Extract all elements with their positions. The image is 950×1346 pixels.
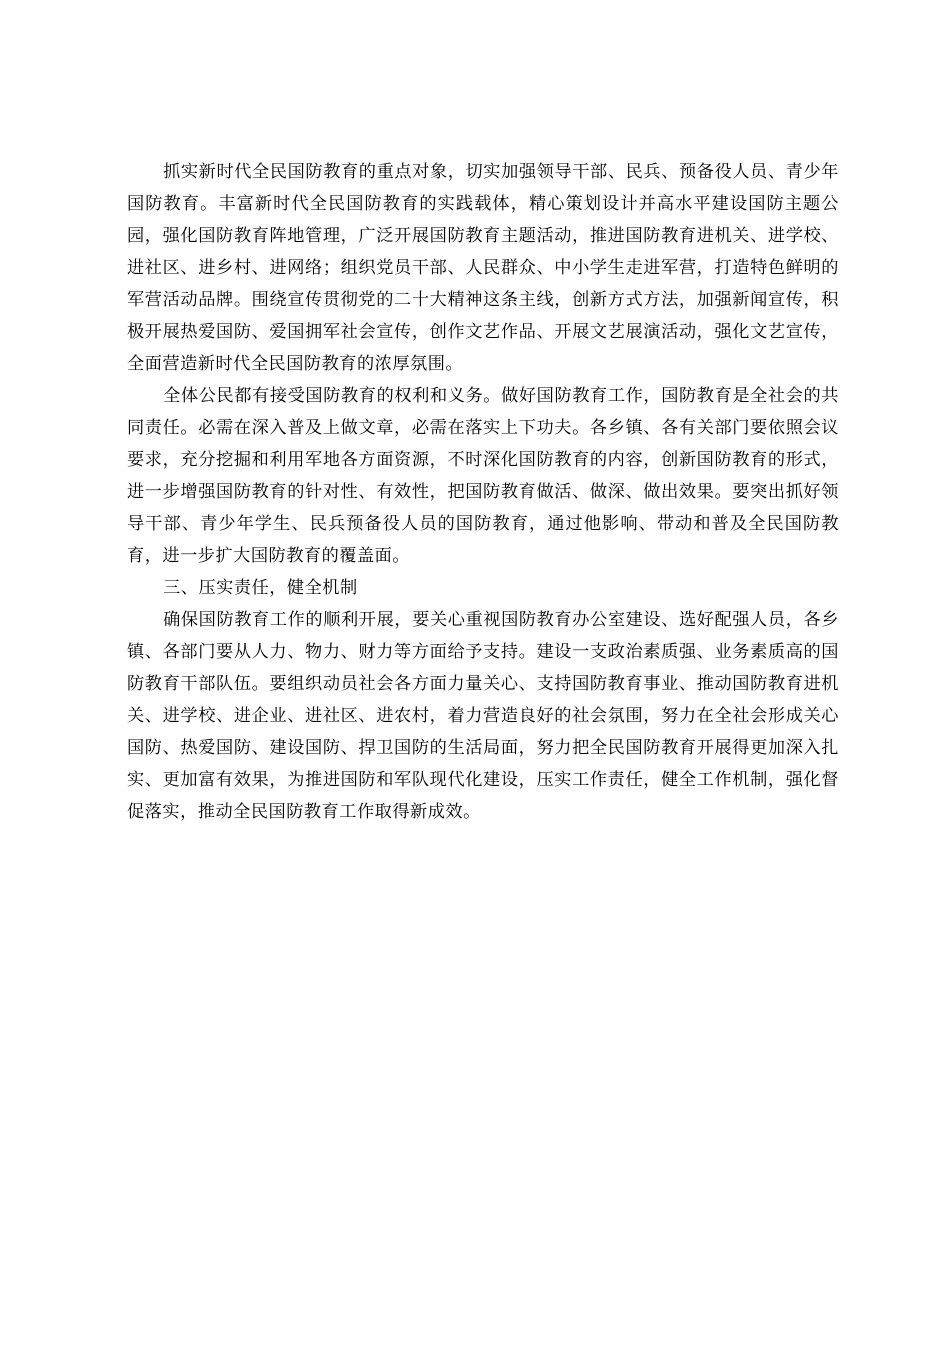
document-body xyxy=(127,156,839,828)
section-heading: 三、压实责任，健全机制 xyxy=(163,578,358,598)
paragraph-citizen-duty: 全体公民都有接受国防教育的权利和义务。做好国防教育工作，国防教育是全社会的共同责任。必需在深入普及上做文章，必需在落实上下功夫。各乡镇、各有关部门要依照会议要求，充分挖掘和利用军地各方面资源，不时深化国防教育的内容，创新国防教育的形式，进一步增强国防教育的针对性、有效性，把国防教育做活、做深、做出效果。要突出抓好领导干部、青少年学生、民兵预备役人员的国防教育，通过他影响、带动和普及全民国防教育，进一步扩大国防教育的覆盖面。 xyxy=(127,386,839,566)
paragraph-key-targets: 抓实新时代全民国防教育的重点对象，切实加强领导干部、民兵、预备役人员、青少年国防教育。丰富新时代全民国防教育的实践载体，精心策划设计并高水平建设国防主题公园，强化国防教育阵地管理，广泛开展国防教育主题活动，推进国防教育进机关、进学校、进社区、进乡村、进网络；组织党员干部、人民群众、中小学生走进军营，打造特色鲜明的军营活动品牌。围绕宣传贯彻党的二十大精神这条主线，创新方式方法，加强新闻宣传，积极开展热爱国防、爱国拥军社会宣传，创作文艺作品、开展文艺展演活动，强化文艺宣传，全面营造新时代全民国防教育的浓厚氛围。 xyxy=(127,162,839,374)
paragraph-responsibility: 确保国防教育工作的顺利开展，要关心重视国防教育办公室建设、选好配强人员，各乡镇、各部门要从人力、物力、财力等方面给予支持。建设一支政治素质强、业务素质高的国防教育干部队伍。要组织动员社会各方面力量关心、支持国防教育事业、推动国防教育进机关、进学校、进企业、进社区、进农村，着力营造良好的社会氛围，努力在全社会形成关心国防、热爱国防、建设国防、捍卫国防的生活局面，努力把全民国防教育开展得更加深入扎实、更加富有效果，为推进国防和军队现代化建设，压实工作责任，健全工作机制，强化督促落实，推动全民国防教育工作取得新成效。 xyxy=(127,610,839,822)
